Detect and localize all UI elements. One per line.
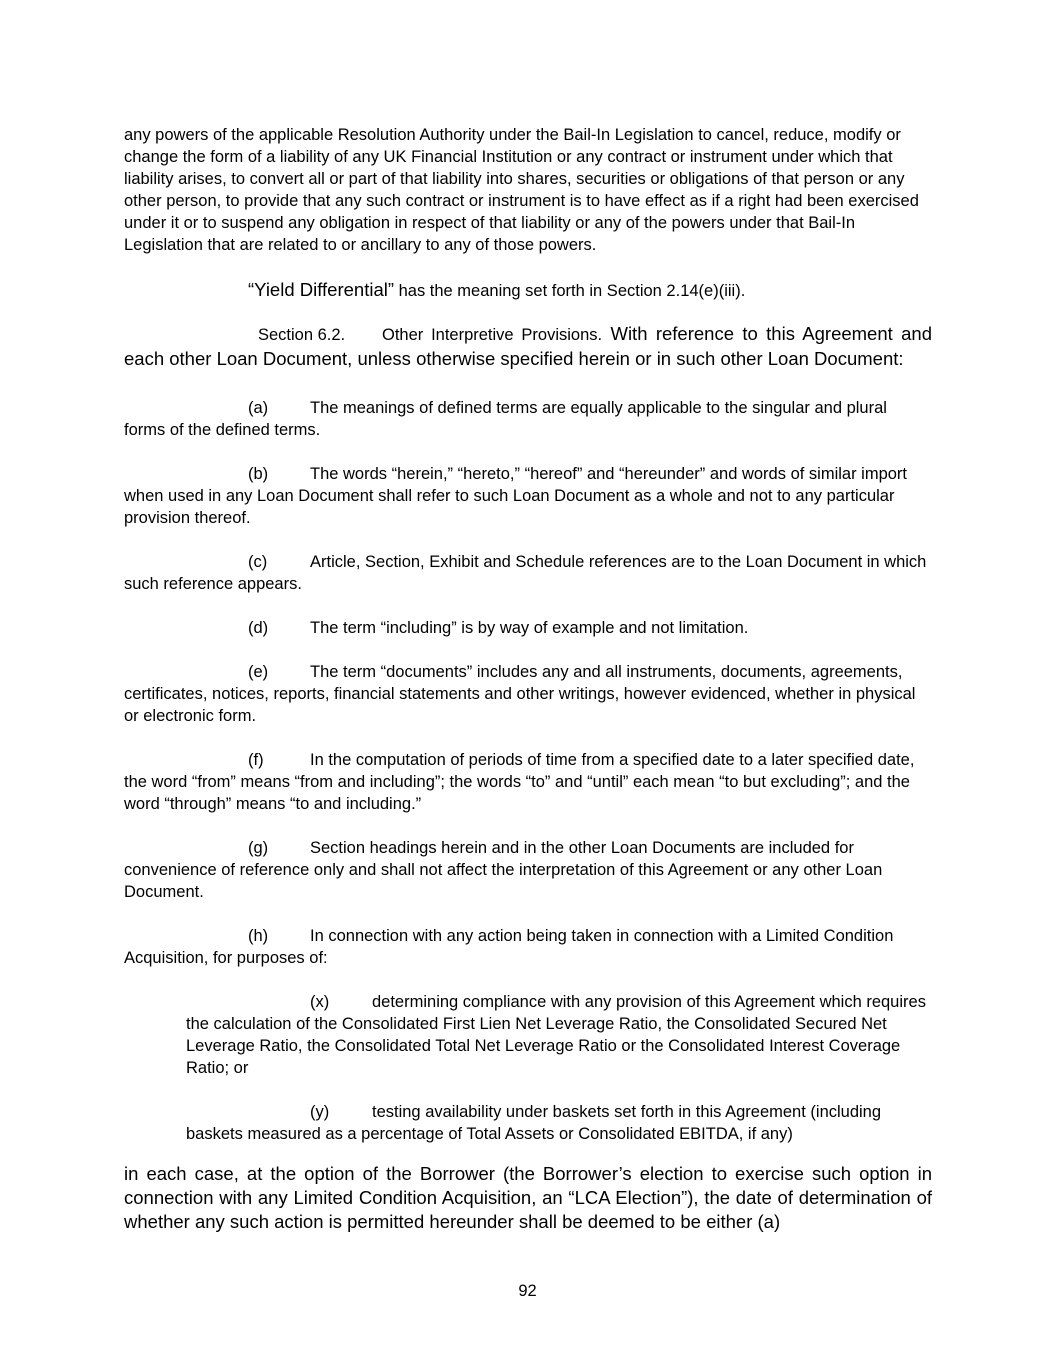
subclause-x [186, 991, 932, 1079]
clause-text: The words “herein,” “hereto,” “hereof” and “hereunder” and words of similar import when used in any Loan Document shall refer to such Loan Document as a whole and not to any particular provision thereof. [124, 465, 907, 527]
defined-term: “Yield Differential” [248, 279, 395, 300]
clause-label: (e) [248, 663, 269, 681]
clause-label: (g) [248, 839, 269, 857]
clause-a [124, 397, 932, 441]
yield-differential-definition [124, 278, 932, 302]
document-body [124, 124, 932, 1234]
clause-text: In the computation of periods of time from a specified date to a later specified date, the word “from” means “from and including”; the words “to” and “until” each mean “to but excluding”; and the word “through” means “to and including.” [124, 751, 915, 813]
clause-text: The meanings of defined terms are equally applicable to the singular and plural forms of the defined terms. [124, 399, 887, 439]
subclause-label: (x) [310, 993, 330, 1011]
subclause-y [186, 1101, 932, 1145]
clause-f [124, 749, 932, 815]
clause-b [124, 463, 932, 529]
clause-g [124, 837, 932, 903]
intro-paragraph: any powers of the applicable Resolution Authority under the Bail-In Legislation to cancel, reduce, modify or change the form of a liability of any UK Financial Institution or any contract or instrument under which that liability arises, to convert all or part of that liability into shares, securities or obligations of that person or any other person, to provide that any such contract or instrument is to have effect as if a right had been exercised under it or to suspend any obligation in respect of that liability or any of the powers under that Bail-In Legislation that are related to or ancillary to any of those powers. [124, 126, 919, 254]
section-heading: Other Interpretive Provisions. [382, 326, 603, 344]
clause-label: (f) [248, 751, 264, 769]
definition-text: has the meaning set forth in Section 2.14(e)(iii). [394, 282, 746, 300]
subclause-label: (y) [310, 1103, 330, 1121]
clause-h [124, 925, 932, 969]
clause-text: The term “documents” includes any and all instruments, documents, agreements, certificates, notices, reports, financial statements and other writings, however evidenced, whether in physical or electronic form. [124, 663, 916, 725]
clause-text: The term “including” is by way of example and not limitation. [310, 619, 749, 637]
clause-label: (a) [248, 399, 269, 417]
clause-c [124, 551, 932, 595]
page-number: 92 [518, 1282, 537, 1300]
subclause-text: testing availability under baskets set forth in this Agreement (including baskets measured as a percentage of Total Assets or Consolidated EBITDA, if any) [186, 1103, 882, 1143]
clause-label: (d) [248, 619, 269, 637]
clause-text: Section headings herein and in the other Loan Documents are included for convenience of reference only and shall not affect the interpretation of this Agreement or any other Loan Document. [124, 839, 883, 901]
clause-text: In connection with any action being taken in connection with a Limited Condition Acquisition, for purposes of: [124, 927, 894, 967]
clause-d [124, 617, 932, 639]
clause-text: Article, Section, Exhibit and Schedule references are to the Loan Document in which such reference appears. [124, 553, 927, 593]
clause-e [124, 661, 932, 727]
closing-paragraph: in each case, at the option of the Borrower (the Borrower’s election to exercise such option in connection with any Limited Condition Acquisition, an “LCA Election”), the date of determination of whether any such action is permitted hereunder shall be deemed to be either (a) [124, 1163, 932, 1232]
subclause-text: determining compliance with any provision of this Agreement which requires the calculation of the Consolidated First Lien Net Leverage Ratio, the Consolidated Secured Net Leverage Ratio, the Consolidated Total Net Leverage Ratio or the Consolidated Interest Coverage Ratio; or [186, 993, 926, 1077]
clause-label: (c) [248, 553, 268, 571]
section-number: Section 6.2. [258, 326, 346, 344]
clause-label: (b) [248, 465, 269, 483]
section-text: With reference to this Agreement and each other Loan Document, unless otherwise specified herein or in such other Loan Document: [124, 323, 933, 369]
section-6-2 [124, 322, 932, 371]
clause-label: (h) [248, 927, 269, 945]
